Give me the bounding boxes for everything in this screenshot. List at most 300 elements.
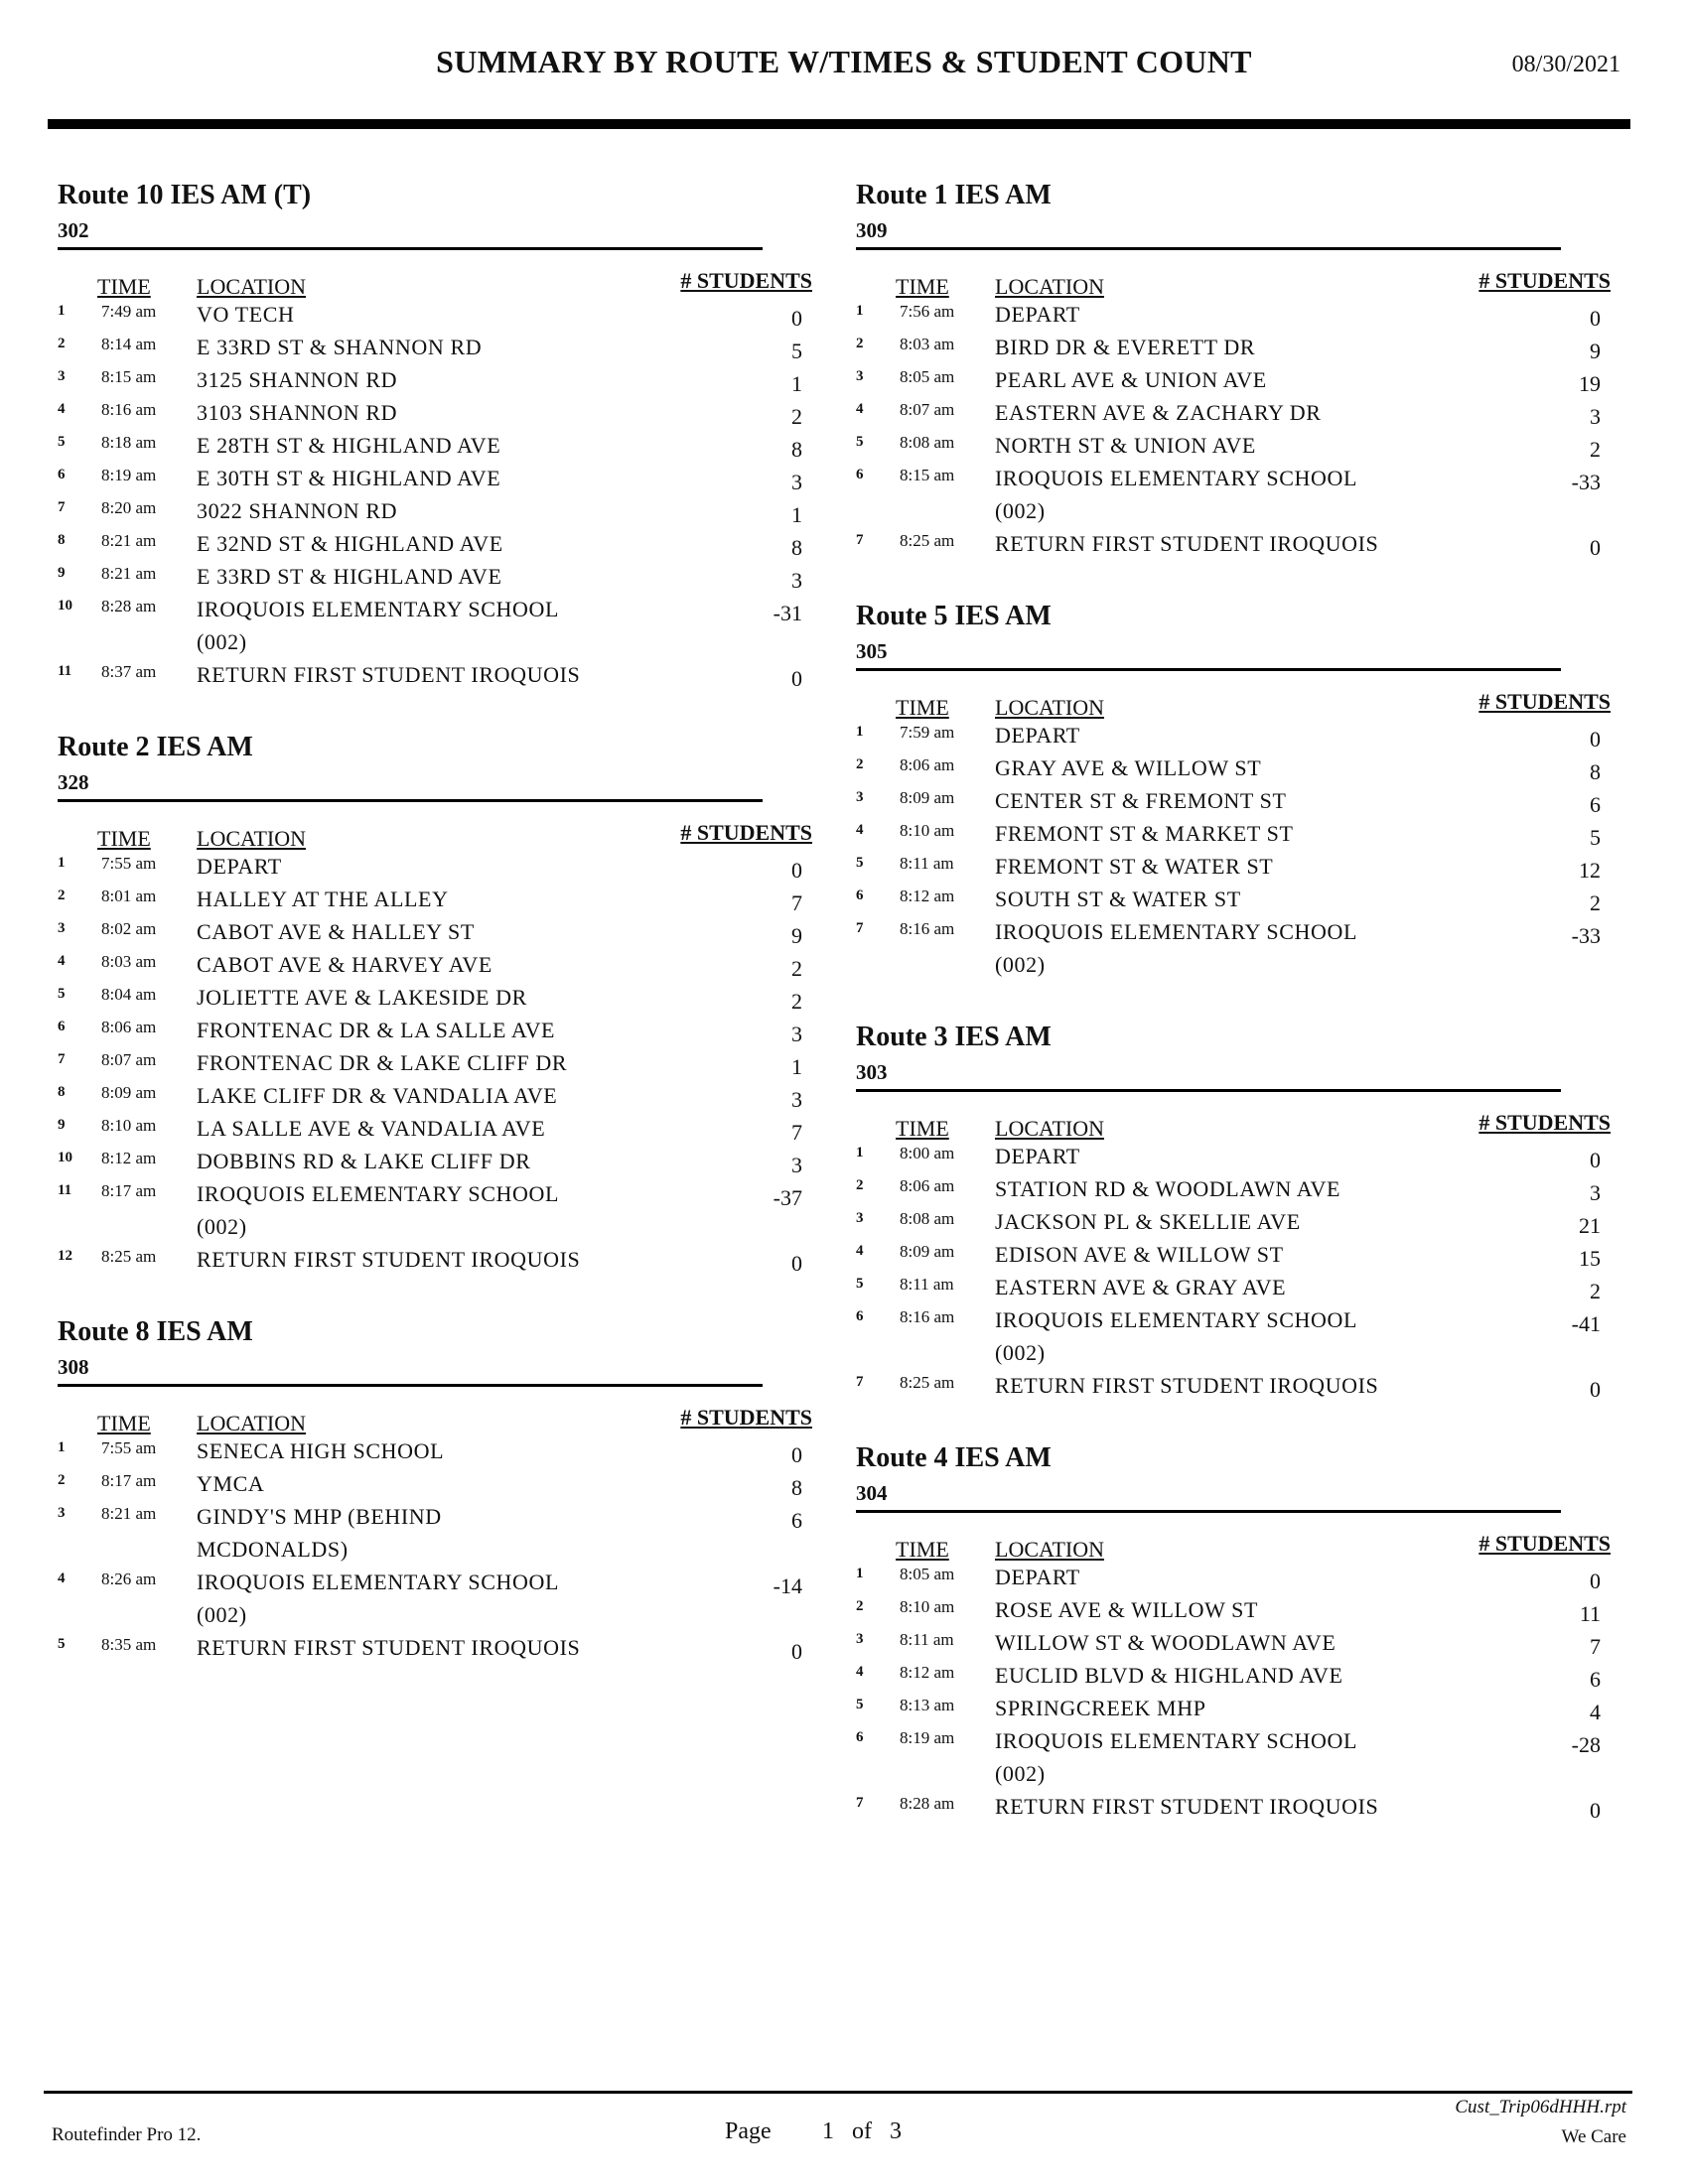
stop-row	[58, 593, 812, 658]
stop-row	[58, 948, 812, 981]
footer-report-file: Cust_Trip06dHHH.rpt	[1455, 2097, 1626, 2117]
stop-location: PEARL AVE & UNION AVE	[995, 367, 1267, 392]
stop-time: 8:28 am	[101, 597, 157, 615]
footer-rule	[44, 2091, 1632, 2094]
stop-student-count: 4	[1590, 1700, 1601, 1724]
col-header-students: # STUDENTS	[1478, 689, 1611, 714]
route-name: Route 4 IES AM	[856, 1442, 1052, 1473]
stop-location: CABOT AVE & HARVEY AVE	[197, 952, 492, 977]
stop-location: STATION RD & WOODLAWN AVE	[995, 1176, 1340, 1201]
stop-location: IROQUOIS ELEMENTARY SCHOOL (002)	[197, 597, 559, 654]
stop-student-count: 7	[791, 890, 802, 915]
stop-location: EASTERN AVE & ZACHARY DR	[995, 400, 1322, 425]
route-number: 328	[58, 770, 89, 794]
stop-student-count: 2	[1590, 1279, 1601, 1303]
stop-row	[856, 1626, 1611, 1659]
stop-time: 7:55 am	[101, 854, 157, 873]
stop-index: 2	[58, 336, 66, 351]
table-header	[58, 1387, 812, 1434]
stop-student-count: 5	[791, 339, 802, 363]
footer-software: Routefinder Pro 12.	[52, 2124, 202, 2145]
stop-time: 8:15 am	[101, 367, 157, 386]
stop-index: 2	[856, 336, 864, 351]
stop-row	[856, 784, 1611, 817]
stop-row	[856, 1659, 1611, 1692]
stop-index: 1	[856, 303, 864, 319]
stop-time: 8:08 am	[900, 1209, 955, 1228]
stop-location: BIRD DR & EVERETT DR	[995, 335, 1256, 359]
route-section	[856, 1441, 1611, 1823]
col-header-location: LOCATION	[995, 274, 1104, 299]
stop-index: 7	[856, 1795, 864, 1811]
stop-location: ROSE AVE & WILLOW ST	[995, 1597, 1259, 1622]
stop-row	[856, 1561, 1611, 1593]
stop-index: 2	[58, 1472, 66, 1488]
stop-time: 8:19 am	[101, 466, 157, 484]
stop-location: 3022 SHANNON RD	[197, 498, 398, 523]
stop-row	[856, 915, 1611, 981]
stop-row	[856, 1303, 1611, 1369]
stop-index: 7	[856, 920, 864, 936]
stop-location: SOUTH ST & WATER ST	[995, 887, 1241, 911]
col-header-location: LOCATION	[995, 695, 1104, 720]
stop-location: HALLEY AT THE ALLEY	[197, 887, 449, 911]
stop-location: 3125 SHANNON RD	[197, 367, 398, 392]
stop-location: DEPART	[995, 723, 1080, 748]
stop-location: EASTERN AVE & GRAY AVE	[995, 1275, 1287, 1299]
route-section	[58, 1315, 812, 1664]
stop-index: 2	[856, 1177, 864, 1193]
stop-row	[856, 429, 1611, 462]
stop-location: VO TECH	[197, 302, 295, 327]
stop-index: 3	[856, 1631, 864, 1647]
stop-time: 8:21 am	[101, 564, 157, 583]
stop-student-count: 0	[1590, 1569, 1601, 1593]
route-number: 308	[58, 1355, 89, 1379]
stop-student-count: 0	[791, 666, 802, 691]
stop-time: 8:12 am	[900, 1663, 955, 1682]
stop-row	[58, 1631, 812, 1664]
stop-student-count: 11	[1579, 1601, 1601, 1626]
stop-time: 8:25 am	[900, 531, 955, 550]
stop-student-count: 6	[1590, 792, 1601, 817]
col-header-students: # STUDENTS	[1478, 1110, 1611, 1135]
stop-student-count: -37	[773, 1185, 802, 1210]
report-date: 08/30/2021	[1511, 52, 1620, 77]
stop-row	[58, 363, 812, 396]
stop-index: 7	[856, 1374, 864, 1390]
stop-time: 8:16 am	[900, 919, 955, 938]
stop-student-count: -41	[1571, 1311, 1601, 1336]
stop-student-count: 0	[1590, 1798, 1601, 1823]
stop-index: 5	[58, 1636, 66, 1652]
stop-student-count: -33	[1571, 470, 1601, 494]
stop-index: 11	[58, 1182, 72, 1198]
stop-index: 7	[856, 532, 864, 548]
stop-time: 8:17 am	[101, 1471, 157, 1490]
col-header-location: LOCATION	[197, 826, 306, 851]
route-section	[856, 1021, 1611, 1402]
stop-location: DEPART	[197, 854, 282, 879]
stop-row	[58, 429, 812, 462]
stop-student-count: 8	[791, 1475, 802, 1500]
col-header-students: # STUDENTS	[1478, 268, 1611, 293]
stop-row	[58, 462, 812, 494]
stop-index: 1	[856, 724, 864, 740]
stop-time: 8:11 am	[900, 1275, 954, 1294]
stop-student-count: 6	[791, 1508, 802, 1533]
stop-time: 7:59 am	[900, 723, 955, 742]
stop-location: SPRINGCREEK MHP	[995, 1696, 1206, 1720]
stop-index: 6	[58, 467, 66, 482]
stop-student-count: -14	[773, 1573, 802, 1598]
stop-location: 3103 SHANNON RD	[197, 400, 398, 425]
route-section	[58, 179, 812, 691]
stop-index: 5	[58, 986, 66, 1002]
stop-location: SENECA HIGH SCHOOL	[197, 1438, 445, 1463]
stop-index: 6	[856, 1729, 864, 1745]
stop-index: 4	[856, 822, 864, 838]
stop-location: E 33RD ST & SHANNON RD	[197, 335, 483, 359]
stop-location: IROQUOIS ELEMENTARY SCHOOL (002)	[995, 466, 1357, 523]
stop-location: WILLOW ST & WOODLAWN AVE	[995, 1630, 1336, 1655]
stop-time: 8:12 am	[101, 1149, 157, 1167]
left-column	[58, 179, 812, 1704]
stop-index: 6	[856, 887, 864, 903]
route-number: 309	[856, 218, 888, 242]
stop-student-count: 0	[791, 1442, 802, 1467]
stop-row	[58, 1566, 812, 1631]
stop-row	[856, 1593, 1611, 1626]
stop-location: LA SALLE AVE & VANDALIA AVE	[197, 1116, 546, 1141]
stop-row	[58, 1177, 812, 1243]
stop-location: DEPART	[995, 1144, 1080, 1168]
header-rule	[48, 119, 1630, 129]
col-header-students: # STUDENTS	[680, 820, 812, 845]
stop-index: 6	[856, 1308, 864, 1324]
stop-index: 1	[58, 1439, 66, 1455]
stop-student-count: 0	[1590, 1148, 1601, 1172]
stop-location: RETURN FIRST STUDENT IROQUOIS	[197, 1635, 581, 1660]
stop-student-count: 3	[791, 568, 802, 593]
stop-index: 2	[856, 1598, 864, 1614]
stop-time: 8:06 am	[101, 1018, 157, 1036]
stop-index: 3	[58, 368, 66, 384]
stop-time: 7:56 am	[900, 302, 955, 321]
stop-index: 8	[58, 1084, 66, 1100]
table-header	[58, 250, 812, 298]
stop-time: 8:07 am	[900, 400, 955, 419]
stop-student-count: 12	[1579, 858, 1601, 883]
col-header-time: TIME	[97, 274, 151, 299]
stop-location: NORTH ST & UNION AVE	[995, 433, 1256, 458]
stop-location: GRAY AVE & WILLOW ST	[995, 755, 1262, 780]
stop-student-count: 19	[1579, 371, 1601, 396]
stop-location: IROQUOIS ELEMENTARY SCHOOL (002)	[995, 1307, 1357, 1365]
stop-index: 1	[856, 1145, 864, 1160]
stop-index: 10	[58, 598, 72, 614]
stop-row	[58, 494, 812, 527]
stop-row	[58, 1145, 812, 1177]
stop-time: 8:25 am	[900, 1373, 955, 1392]
stop-student-count: 3	[1590, 404, 1601, 429]
stop-time: 8:11 am	[900, 1630, 954, 1649]
route-section	[856, 179, 1611, 560]
stop-student-count: 3	[1590, 1180, 1601, 1205]
stop-student-count: 2	[1590, 890, 1601, 915]
stop-time: 8:00 am	[900, 1144, 955, 1162]
table-header	[58, 802, 812, 850]
stop-time: 8:35 am	[101, 1635, 157, 1654]
table-header	[856, 1092, 1611, 1140]
stop-location: RETURN FIRST STUDENT IROQUOIS	[197, 1247, 581, 1272]
stop-row	[856, 751, 1611, 784]
stop-time: 8:03 am	[900, 335, 955, 353]
stop-student-count: 2	[791, 956, 802, 981]
stop-time: 8:05 am	[900, 367, 955, 386]
stop-student-count: 0	[791, 1251, 802, 1276]
stop-student-count: -33	[1571, 923, 1601, 948]
stop-time: 8:06 am	[900, 1176, 955, 1195]
col-header-time: TIME	[97, 826, 151, 851]
stop-location: YMCA	[197, 1471, 265, 1496]
stop-index: 7	[58, 499, 66, 515]
stop-time: 8:21 am	[101, 1504, 157, 1523]
route-name: Route 5 IES AM	[856, 601, 1052, 631]
stop-time: 8:16 am	[101, 400, 157, 419]
stop-location: FRONTENAC DR & LAKE CLIFF DR	[197, 1050, 568, 1075]
stop-row	[58, 915, 812, 948]
stop-row	[856, 1205, 1611, 1238]
stop-student-count: 1	[791, 371, 802, 396]
stop-index: 11	[58, 663, 72, 679]
stop-index: 5	[58, 434, 66, 450]
stop-time: 8:18 am	[101, 433, 157, 452]
stop-row	[58, 1112, 812, 1145]
stop-student-count: 2	[1590, 437, 1601, 462]
footer-page-of: 1 of 3	[822, 2118, 902, 2144]
stop-time: 8:08 am	[900, 433, 955, 452]
stop-row	[856, 1692, 1611, 1724]
stop-row	[58, 883, 812, 915]
stop-row	[856, 850, 1611, 883]
stop-location: E 33RD ST & HIGHLAND AVE	[197, 564, 502, 589]
stop-student-count: -31	[773, 601, 802, 625]
stop-location: IROQUOIS ELEMENTARY SCHOOL (002)	[197, 1181, 559, 1239]
col-header-location: LOCATION	[995, 1116, 1104, 1141]
stop-student-count: 15	[1579, 1246, 1601, 1271]
stop-row	[856, 883, 1611, 915]
stop-row	[58, 1500, 812, 1566]
stop-time: 8:16 am	[900, 1307, 955, 1326]
stop-time: 8:15 am	[900, 466, 955, 484]
stop-row	[856, 331, 1611, 363]
stop-index: 9	[58, 1117, 66, 1133]
stop-row	[58, 396, 812, 429]
col-header-students: # STUDENTS	[680, 268, 812, 293]
stop-index: 4	[58, 953, 66, 969]
stop-location: RETURN FIRST STUDENT IROQUOIS	[197, 662, 581, 687]
stop-location: CENTER ST & FREMONT ST	[995, 788, 1287, 813]
stop-time: 8:04 am	[101, 985, 157, 1004]
stop-time: 8:10 am	[900, 1597, 955, 1616]
route-section	[856, 600, 1611, 981]
footer-page-label: Page	[725, 2118, 772, 2144]
route-number: 303	[856, 1060, 888, 1084]
stop-location: GINDY'S MHP (BEHIND MCDONALDS)	[197, 1504, 442, 1562]
stop-time: 8:28 am	[900, 1794, 955, 1813]
stop-row	[58, 1467, 812, 1500]
stop-time: 8:02 am	[101, 919, 157, 938]
stop-row	[58, 1243, 812, 1276]
stop-index: 3	[58, 1505, 66, 1521]
stop-student-count: 9	[1590, 339, 1601, 363]
stop-student-count: 3	[791, 1087, 802, 1112]
stop-time: 8:17 am	[101, 1181, 157, 1200]
stop-student-count: 3	[791, 1153, 802, 1177]
stop-time: 8:05 am	[900, 1565, 955, 1583]
stop-row	[856, 396, 1611, 429]
table-header	[856, 250, 1611, 298]
stop-row	[856, 363, 1611, 396]
stop-row	[856, 1724, 1611, 1790]
stop-index: 4	[856, 1664, 864, 1680]
stop-student-count: 0	[1590, 727, 1601, 751]
stop-student-count: 6	[1590, 1667, 1601, 1692]
route-name: Route 3 IES AM	[856, 1022, 1052, 1052]
col-header-time: TIME	[896, 274, 949, 299]
stop-student-count: 0	[791, 306, 802, 331]
stop-student-count: 5	[1590, 825, 1601, 850]
stop-index: 5	[856, 855, 864, 871]
stop-index: 2	[856, 756, 864, 772]
stop-time: 8:20 am	[101, 498, 157, 517]
stop-time: 8:19 am	[900, 1728, 955, 1747]
stop-location: IROQUOIS ELEMENTARY SCHOOL (002)	[197, 1570, 559, 1627]
stop-row	[58, 850, 812, 883]
stop-row	[856, 719, 1611, 751]
stop-time: 8:09 am	[900, 1242, 955, 1261]
stop-location: RETURN FIRST STUDENT IROQUOIS	[995, 531, 1379, 556]
stop-row	[856, 1790, 1611, 1823]
stop-student-count: 8	[1590, 759, 1601, 784]
stop-location: E 28TH ST & HIGHLAND AVE	[197, 433, 501, 458]
stop-student-count: 0	[1590, 535, 1601, 560]
stop-row	[856, 1140, 1611, 1172]
col-header-time: TIME	[896, 1116, 949, 1141]
stop-index: 5	[856, 1697, 864, 1712]
stop-student-count: -28	[1571, 1732, 1601, 1757]
stop-time: 8:26 am	[101, 1570, 157, 1588]
stop-time: 7:49 am	[101, 302, 157, 321]
stop-index: 3	[856, 368, 864, 384]
stop-student-count: 0	[791, 858, 802, 883]
stop-time: 8:06 am	[900, 755, 955, 774]
stop-location: JOLIETTE AVE & LAKESIDE DR	[197, 985, 527, 1010]
stop-student-count: 2	[791, 404, 802, 429]
stop-time: 8:10 am	[101, 1116, 157, 1135]
stop-student-count: 8	[791, 437, 802, 462]
stop-index: 2	[58, 887, 66, 903]
stop-index: 6	[856, 467, 864, 482]
stop-location: IROQUOIS ELEMENTARY SCHOOL (002)	[995, 919, 1357, 977]
stop-time: 8:12 am	[900, 887, 955, 905]
route-number: 304	[856, 1481, 888, 1505]
stop-index: 4	[856, 401, 864, 417]
stop-index: 3	[856, 1210, 864, 1226]
stop-index: 5	[856, 1276, 864, 1292]
stop-row	[856, 1172, 1611, 1205]
route-name: Route 8 IES AM	[58, 1316, 253, 1347]
stop-row	[856, 1369, 1611, 1402]
stop-index: 4	[856, 1243, 864, 1259]
stop-time: 8:07 am	[101, 1050, 157, 1069]
stop-student-count: 8	[791, 535, 802, 560]
report-title: SUMMARY BY ROUTE W/TIMES & STUDENT COUNT	[436, 44, 1252, 79]
stop-student-count: 3	[791, 470, 802, 494]
stop-index: 9	[58, 565, 66, 581]
stop-index: 7	[58, 1051, 66, 1067]
stop-row	[856, 1238, 1611, 1271]
stop-index: 1	[58, 855, 66, 871]
stop-row	[58, 658, 812, 691]
stop-index: 10	[58, 1150, 72, 1165]
right-column	[856, 179, 1611, 1862]
route-name: Route 10 IES AM (T)	[58, 180, 312, 210]
stop-time: 8:37 am	[101, 662, 157, 681]
stop-student-count: 21	[1579, 1213, 1601, 1238]
stop-index: 8	[58, 532, 66, 548]
stop-row	[856, 527, 1611, 560]
stop-student-count: 3	[791, 1022, 802, 1046]
stop-location: FREMONT ST & WATER ST	[995, 854, 1274, 879]
table-header	[856, 1513, 1611, 1561]
stop-time: 7:55 am	[101, 1438, 157, 1457]
stop-row	[856, 817, 1611, 850]
stop-index: 3	[58, 920, 66, 936]
stop-row	[856, 462, 1611, 527]
stop-row	[58, 331, 812, 363]
stop-row	[58, 560, 812, 593]
stop-location: LAKE CLIFF DR & VANDALIA AVE	[197, 1083, 558, 1108]
stop-location: RETURN FIRST STUDENT IROQUOIS	[995, 1794, 1379, 1819]
stop-row	[58, 1046, 812, 1079]
stop-index: 1	[856, 1566, 864, 1581]
stop-location: DEPART	[995, 302, 1080, 327]
stop-student-count: 2	[791, 989, 802, 1014]
stop-row	[856, 1271, 1611, 1303]
stop-student-count: 7	[1590, 1634, 1601, 1659]
stop-row	[58, 1434, 812, 1467]
stop-student-count: 7	[791, 1120, 802, 1145]
route-number: 302	[58, 218, 89, 242]
col-header-location: LOCATION	[197, 274, 306, 299]
stop-location: JACKSON PL & SKELLIE AVE	[995, 1209, 1301, 1234]
stop-location: IROQUOIS ELEMENTARY SCHOOL (002)	[995, 1728, 1357, 1786]
stop-time: 8:01 am	[101, 887, 157, 905]
stop-index: 5	[856, 434, 864, 450]
stop-location: FRONTENAC DR & LA SALLE AVE	[197, 1018, 556, 1042]
stop-row	[58, 527, 812, 560]
stop-student-count: 0	[1590, 1377, 1601, 1402]
stop-row	[58, 1079, 812, 1112]
col-header-students: # STUDENTS	[1478, 1531, 1611, 1556]
stop-student-count: 0	[791, 1639, 802, 1664]
stop-time: 8:25 am	[101, 1247, 157, 1266]
stop-student-count: 1	[791, 502, 802, 527]
stop-time: 8:09 am	[101, 1083, 157, 1102]
route-name: Route 1 IES AM	[856, 180, 1052, 210]
